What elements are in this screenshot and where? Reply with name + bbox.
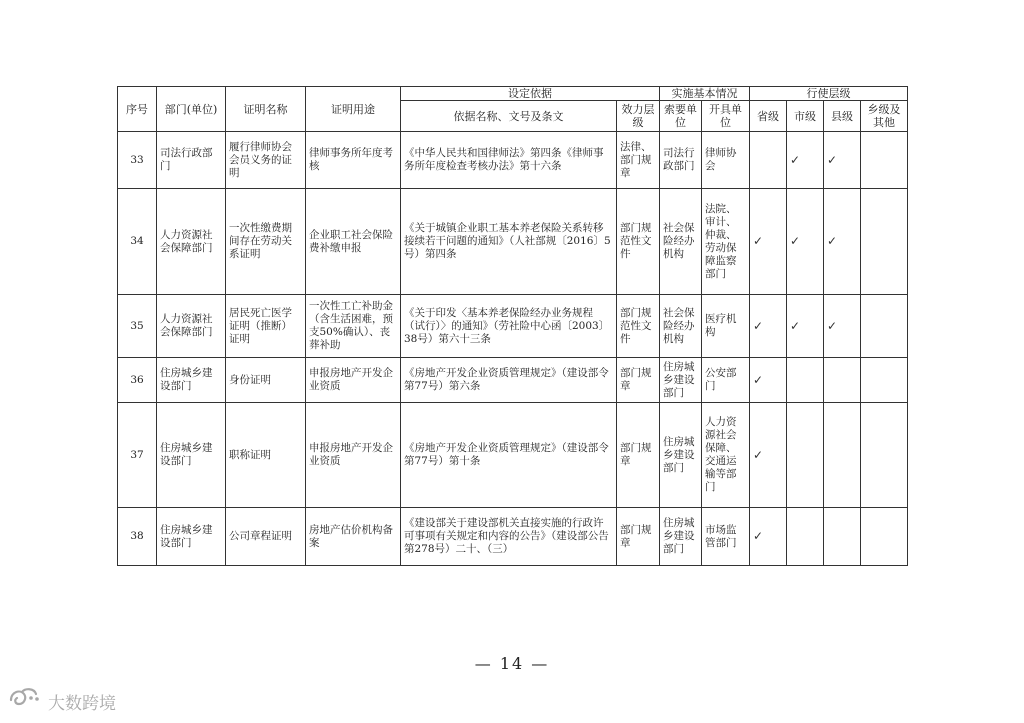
header-basis-name: 依据名称、文号及条文 (401, 101, 617, 132)
cell-seq: 37 (118, 403, 157, 508)
header-county: 县级 (824, 101, 861, 132)
cell-cert-use: 房地产估价机构备案 (306, 508, 401, 566)
cell-township (861, 189, 908, 295)
cell-dept: 司法行政部门 (157, 132, 226, 189)
watermark (8, 686, 116, 717)
cell-issue-unit: 市场监管部门 (702, 508, 750, 566)
cell-township (861, 508, 908, 566)
cell-cert-use: 申报房地产开发企业资质 (306, 358, 401, 403)
header-city: 市级 (787, 101, 824, 132)
cell-effect-level: 法律、部门规章 (617, 132, 660, 189)
cell-seq: 36 (118, 358, 157, 403)
header-impl-group: 实施基本情况 (660, 87, 750, 101)
cell-basis: 《关于城镇企业职工基本养老保险关系转移接续若干问题的通知》（人社部规〔2016〕5号）第四条 (401, 189, 617, 295)
table-row (118, 189, 908, 295)
cell-county (824, 358, 861, 403)
cell-dept: 住房城乡建设部门 (157, 358, 226, 403)
page-number: — 14 — (474, 654, 550, 673)
cell-city (787, 508, 824, 566)
cell-cert-name: 公司章程证明 (226, 508, 306, 566)
cell-seq: 35 (118, 295, 157, 358)
watermark-text: 大数跨境 (48, 694, 116, 714)
cell-cert-name: 居民死亡医学证明（推断）证明 (226, 295, 306, 358)
cell-cert-name: 履行律师协会会员义务的证明 (226, 132, 306, 189)
cell-request-unit: 住房城乡建设部门 (660, 358, 702, 403)
cell-province: ✓ (750, 358, 787, 403)
cell-county: ✓ (824, 132, 861, 189)
cell-dept: 人力资源社会保障部门 (157, 295, 226, 358)
cell-effect-level: 部门规章 (617, 508, 660, 566)
cell-county: ✓ (824, 189, 861, 295)
cell-basis: 《建设部关于建设部机关直接实施的行政许可事项有关规定和内容的公告》（建设部公告第278号）二十、（三） (401, 508, 617, 566)
header-cert-name: 证明名称 (226, 87, 306, 132)
cell-issue-unit: 律师协会 (702, 132, 750, 189)
cell-county (824, 508, 861, 566)
cell-township (861, 403, 908, 508)
cell-effect-level: 部门规范性文件 (617, 189, 660, 295)
cell-effect-level: 部门规章 (617, 403, 660, 508)
cell-cert-name: 身份证明 (226, 358, 306, 403)
header-level-group: 行使层级 (750, 87, 908, 101)
table-row (118, 295, 908, 358)
header-cert-use: 证明用途 (306, 87, 401, 132)
cell-township (861, 132, 908, 189)
cell-request-unit: 社会保险经办机构 (660, 295, 702, 358)
cell-city: ✓ (787, 132, 824, 189)
cell-township (861, 358, 908, 403)
cell-county (824, 403, 861, 508)
cell-seq: 38 (118, 508, 157, 566)
header-seq: 序号 (118, 87, 157, 132)
cell-cert-name: 职称证明 (226, 403, 306, 508)
cell-cert-use: 申报房地产开发企业资质 (306, 403, 401, 508)
table-row (118, 132, 908, 189)
header-row-1 (118, 87, 908, 101)
cell-effect-level: 部门规章 (617, 358, 660, 403)
cell-request-unit: 住房城乡建设部门 (660, 403, 702, 508)
cell-issue-unit: 人力资源社会保障、交通运输等部门 (702, 403, 750, 508)
cell-basis: 《房地产开发企业资质管理规定》（建设部令第77号）第十条 (401, 403, 617, 508)
cell-effect-level: 部门规范性文件 (617, 295, 660, 358)
brand-logo-icon (8, 686, 42, 717)
table-row (118, 403, 908, 508)
certificate-table (117, 86, 908, 566)
cell-basis: 《中华人民共和国律师法》第四条《律师事务所年度检查考核办法》第十六条 (401, 132, 617, 189)
table-row (118, 358, 908, 403)
cell-province: ✓ (750, 295, 787, 358)
cell-city: ✓ (787, 295, 824, 358)
header-dept: 部门(单位) (157, 87, 226, 132)
cell-province: ✓ (750, 403, 787, 508)
header-province: 省级 (750, 101, 787, 132)
cell-city (787, 403, 824, 508)
table-row (118, 508, 908, 566)
cell-county: ✓ (824, 295, 861, 358)
cell-cert-use: 律师事务所年度考核 (306, 132, 401, 189)
cell-dept: 人力资源社会保障部门 (157, 189, 226, 295)
cell-request-unit: 社会保险经办机构 (660, 189, 702, 295)
cell-request-unit: 司法行政部门 (660, 132, 702, 189)
header-effect-level: 效力层级 (617, 101, 660, 132)
cell-city (787, 358, 824, 403)
cell-issue-unit: 医疗机构 (702, 295, 750, 358)
cell-cert-use: 一次性工亡补助金（含生活困难，预支50%确认）、丧葬补助 (306, 295, 401, 358)
cell-seq: 34 (118, 189, 157, 295)
cell-city: ✓ (787, 189, 824, 295)
cell-township (861, 295, 908, 358)
header-issue-unit: 开具单位 (702, 101, 750, 132)
cell-request-unit: 住房城乡建设部门 (660, 508, 702, 566)
cell-issue-unit: 法院、审计、仲裁、劳动保障监察部门 (702, 189, 750, 295)
cell-basis: 《关于印发〈基本养老保险经办业务规程（试行）〉的通知》（劳社险中心函〔2003〕38号）第六十三条 (401, 295, 617, 358)
cell-cert-name: 一次性缴费期间存在劳动关系证明 (226, 189, 306, 295)
cell-province (750, 132, 787, 189)
cell-dept: 住房城乡建设部门 (157, 508, 226, 566)
header-township: 乡级及其他 (861, 101, 908, 132)
cell-province: ✓ (750, 508, 787, 566)
cell-cert-use: 企业职工社会保险费补缴申报 (306, 189, 401, 295)
header-basis-group: 设定依据 (401, 87, 660, 101)
header-request-unit: 索要单位 (660, 101, 702, 132)
cell-seq: 33 (118, 132, 157, 189)
cell-dept: 住房城乡建设部门 (157, 403, 226, 508)
cell-province: ✓ (750, 189, 787, 295)
cell-issue-unit: 公安部门 (702, 358, 750, 403)
cell-basis: 《房地产开发企业资质管理规定》（建设部令第77号）第六条 (401, 358, 617, 403)
